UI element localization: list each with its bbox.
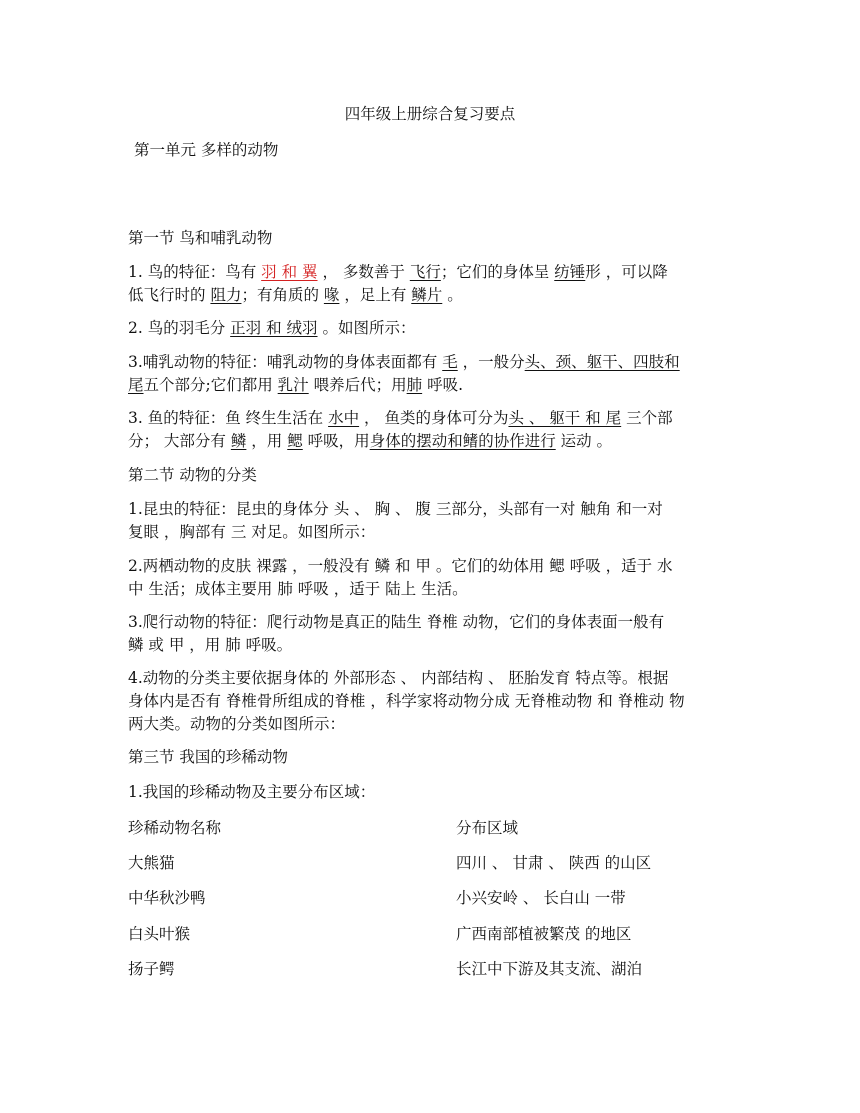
fish-features-line1: 3. 鱼的特征：鱼 终生生活在 水中 ， 鱼类的身体可分为头 、 躯干 和 尾 三个部 <box>128 409 673 427</box>
amphibian-features-line1: 2.两栖动物的皮肤 裸露 ，一般没有 鳞 和 甲 。它们的幼体用 鳃 呼吸 ，适于 水 <box>128 557 673 575</box>
classification-line1: 4.动物的分类主要依据身体的 外部形态 、 内部结构 、 胚胎发育 特点等。根据 <box>128 669 669 687</box>
mammal-features-line2: 尾五个部分;它们都用 乳汁 喂养后代；用肺 呼吸. <box>128 376 463 394</box>
header-animal-name: 珍稀动物名称 <box>128 819 222 837</box>
animal-region: 广西南部植被繁茂 的地区 <box>456 925 632 943</box>
header-region: 分布区域 <box>456 819 519 837</box>
feather-types: 2. 鸟的羽毛分 正羽 和 绒羽 。如图所示： <box>128 319 416 337</box>
table-row <box>128 924 632 944</box>
insect-features-line2: 复眼 ，胸部有 三 对足。如图所示： <box>128 523 376 541</box>
bird-features-line2: 低飞行时的 阻力；有角质的 喙 ，足上有 鳞片 。 <box>128 286 463 304</box>
animal-region: 小兴安岭 、 长白山 一带 <box>456 889 626 907</box>
animal-name: 白头叶猴 <box>128 925 191 943</box>
animal-region: 长江中下游及其支流、湖泊 <box>456 960 643 978</box>
table-row <box>128 959 643 979</box>
reptile-features-line2: 鳞 或 甲 ，用 肺 呼吸。 <box>128 636 293 654</box>
unit-heading: 第一单元 多样的动物 <box>134 141 279 159</box>
reptile-features-line1: 3.爬行动物的特征：爬行动物是真正的陆生 脊椎 动物，它们的身体表面一般有 <box>128 613 665 631</box>
classification-line3: 两大类。动物的分类如图所示： <box>128 715 346 733</box>
animal-name: 扬子鳄 <box>128 960 175 978</box>
animal-name: 中华秋沙鸭 <box>128 889 206 907</box>
page-title: 四年级上册综合复习要点 <box>344 105 516 123</box>
section-heading-3: 第三节 我国的珍稀动物 <box>128 748 288 766</box>
mammal-features-line1: 3.哺乳动物的特征：哺乳动物的身体表面都有 毛 ，一般分头、颈、躯干、四肢和 <box>128 353 680 371</box>
section-heading-1: 第一节 鸟和哺乳动物 <box>128 229 273 247</box>
classification-line2: 身体内是否有 脊椎骨所组成的脊椎 ，科学家将动物分成 无脊椎动物 和 脊椎动 物 <box>128 692 685 710</box>
section-heading-2: 第二节 动物的分类 <box>128 466 257 484</box>
rare-animals-intro: 1.我国的珍稀动物及主要分布区域： <box>128 783 376 801</box>
table-row <box>128 853 652 873</box>
insect-features-line1: 1.昆虫的特征：昆虫的身体分 头 、 胸 、 腹 三部分，头部有一对 触角 和一对 <box>128 500 663 518</box>
animal-name: 大熊猫 <box>128 854 175 872</box>
table-header <box>128 818 519 838</box>
animal-region: 四川 、 甘肃 、 陕西 的山区 <box>456 854 652 872</box>
bird-features-line1: 1. 鸟的特征：鸟有 羽 和 翼 ， 多数善于 飞行；它们的身体呈 纺锤形 ，可以降 <box>128 263 668 281</box>
table-row <box>128 888 626 908</box>
fish-features-line2: 分； 大部分有 鳞 ，用 鳃 呼吸，用身体的摆动和鳍的协作进行 运动 。 <box>128 432 613 450</box>
amphibian-features-line2: 中 生活；成体主要用 肺 呼吸 ，适于 陆上 生活。 <box>128 580 468 598</box>
